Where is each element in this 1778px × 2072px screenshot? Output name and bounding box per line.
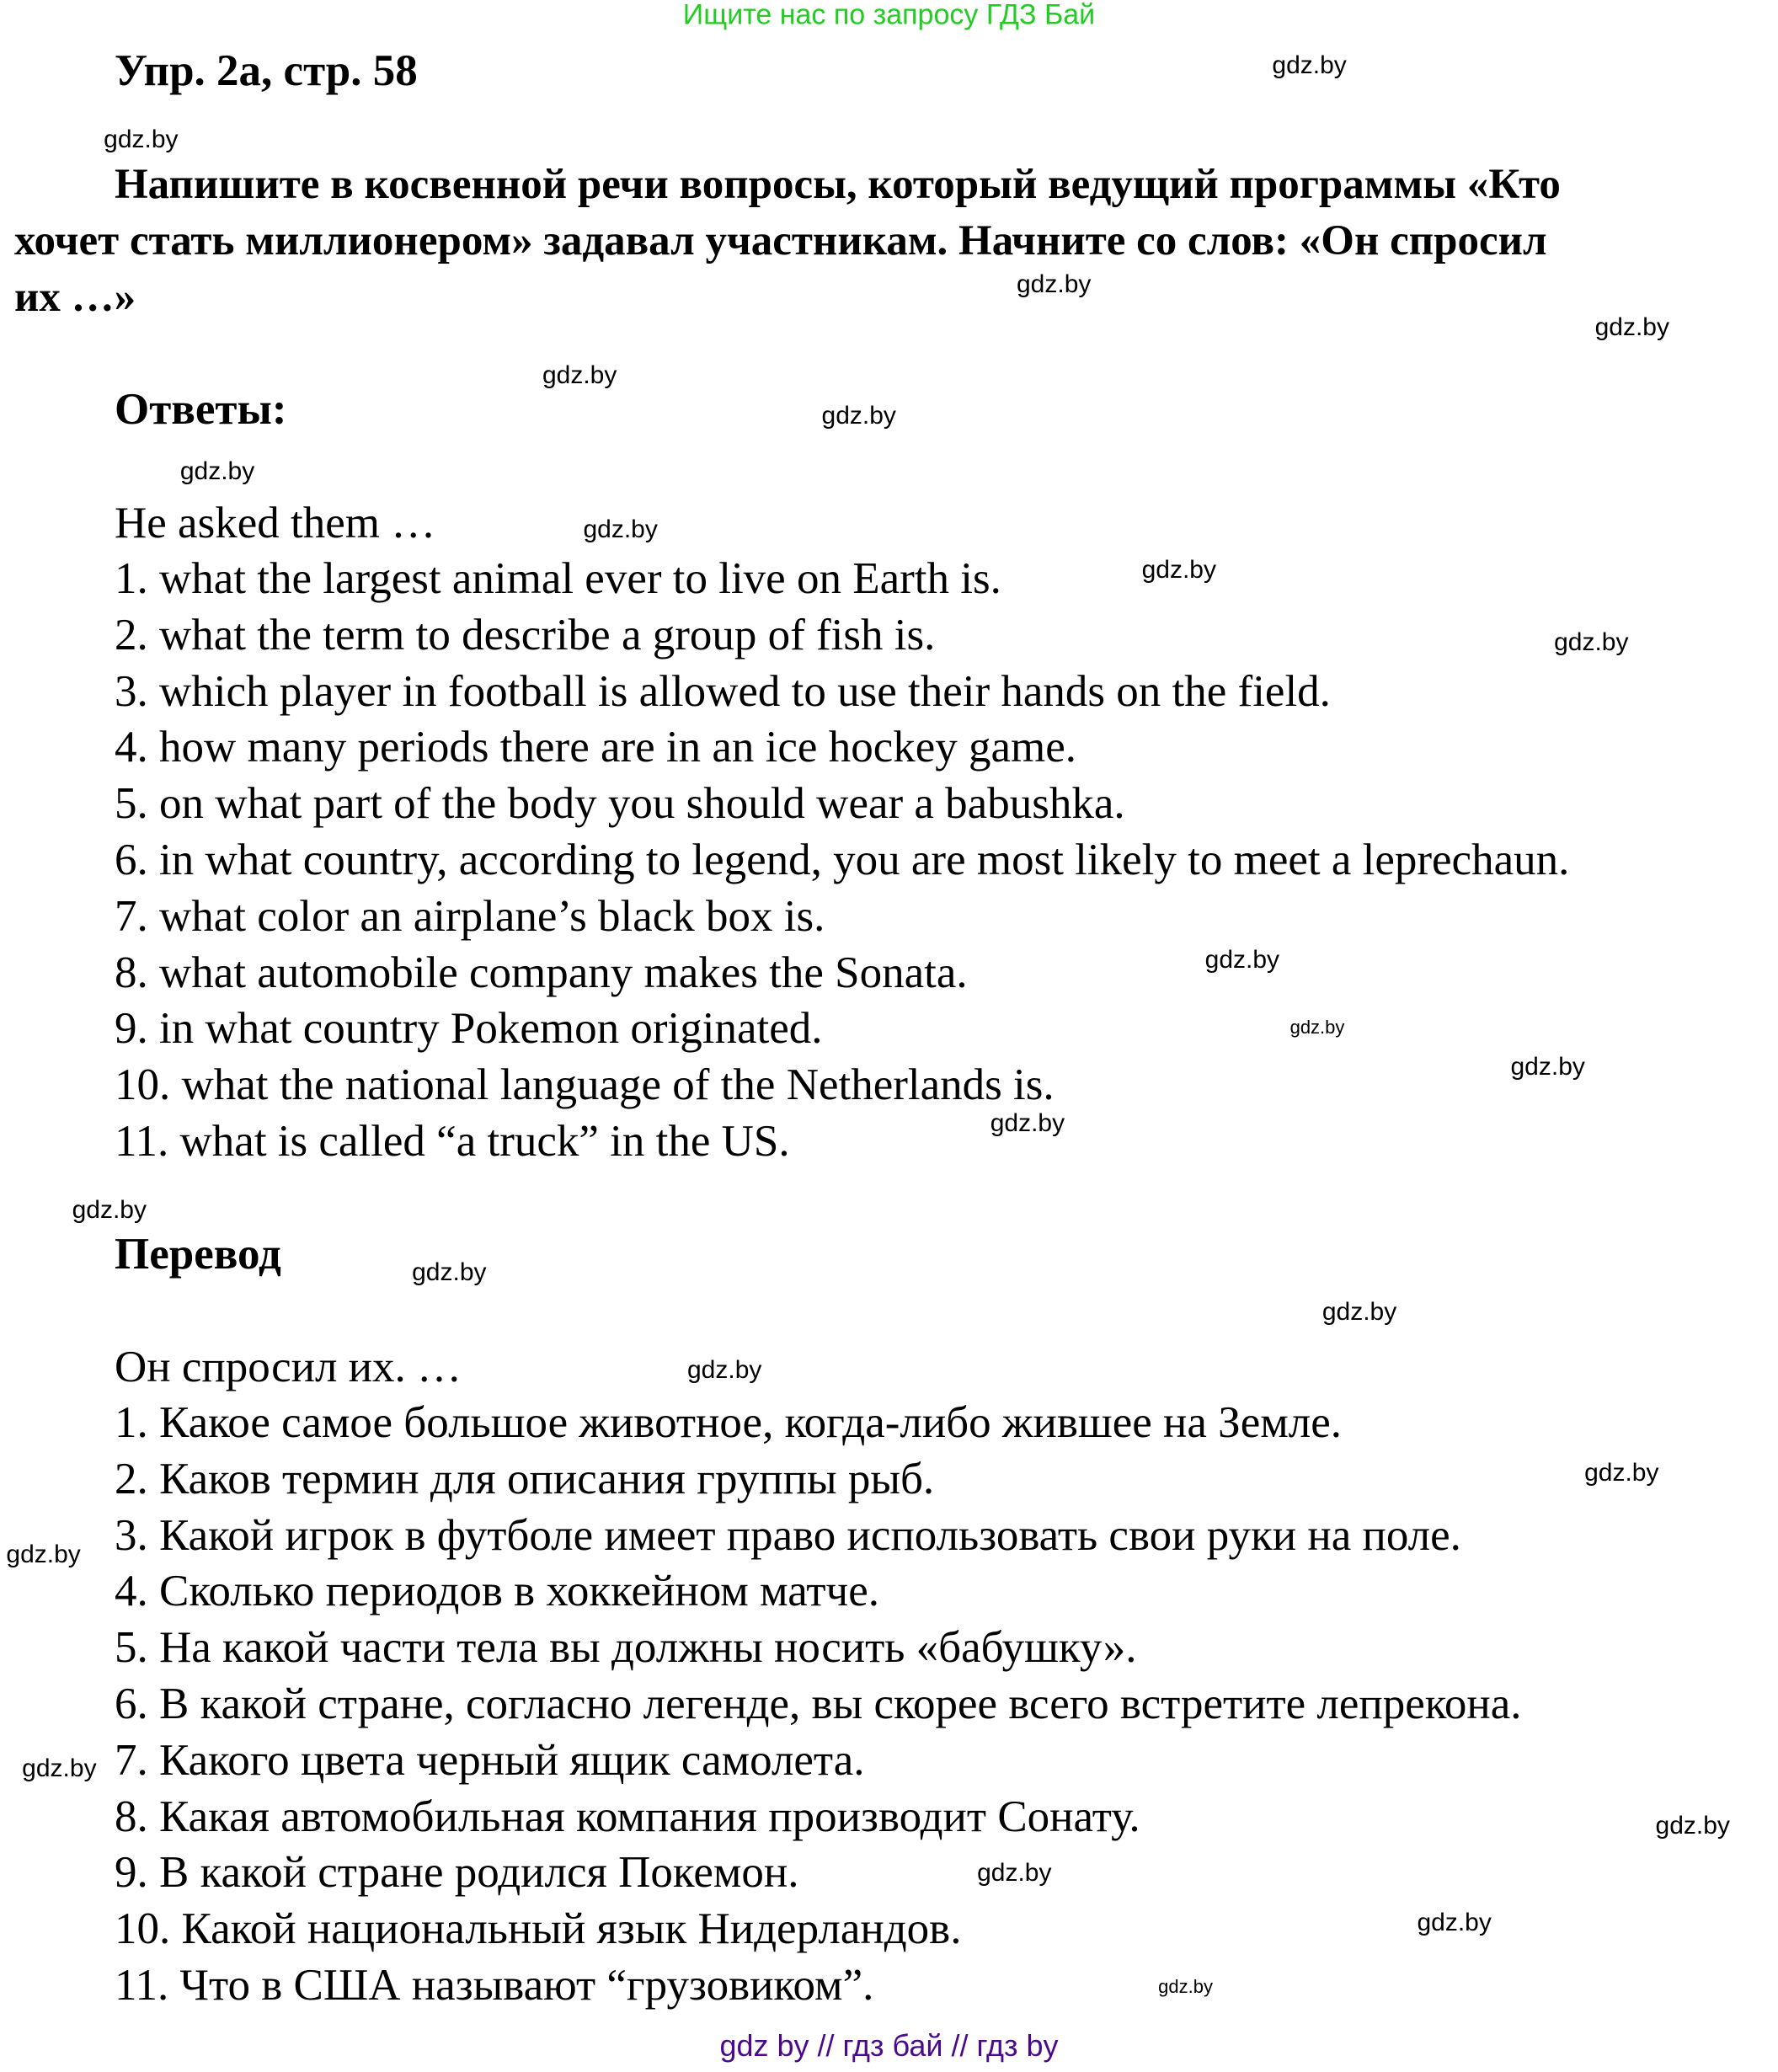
watermark: gdz.by [1158,1975,1214,1997]
translation-item: 3. Какой игрок в футболе имеет право использовать свои руки на поле. [115,1510,1461,1560]
translation-item: 5. На какой части тела вы должны носить «бабушку». [115,1623,1137,1673]
watermark: gdz.by [1584,1458,1659,1487]
translation-item: 9. В какой стране родился Покемон. [115,1848,799,1898]
watermark: gdz.by [1655,1811,1730,1840]
watermark: gdz.by [1016,270,1092,298]
translation-item: 10. Какой национальный язык Нидерландов. [115,1904,962,1954]
footer-links: gdz by // гдз бай // гдз by [719,2028,1059,2063]
translation-item: 7. Какого цвета черный ящик самолета. [115,1735,865,1785]
translation-heading: Перевод [115,1230,281,1279]
watermark: gdz.by [1204,946,1280,975]
translation-item: 1. Какое самое большое животное, когда-либо жившее на Земле. [115,1398,1342,1447]
answer-item: 8. what automobile company makes the Sonata. [115,948,968,997]
translation-item: 8. Какая автомобильная компания производит Сонату. [115,1792,1140,1841]
answer-item: 9. in what country Pokemon originated. [115,1004,823,1054]
translation-item: 11. Что в США называют “грузовиком”. [115,1961,874,2010]
exercise-title: Упр. 2а, стр. 58 [115,46,418,95]
answer-item: 3. which player in football is allowed to use their hands on the field. [115,666,1331,716]
answers-heading: Ответы: [115,385,287,434]
watermark: gdz.by [821,402,896,430]
watermark: gdz.by [72,1196,147,1225]
translation-item: 2. Каков термин для описания группы рыб. [115,1454,935,1503]
answer-item: 1. what the largest animal ever to live on Earth is. [115,554,1001,603]
answer-item: 7. what color an airplane’s black box is. [115,891,825,941]
translation-intro: Он спросил их. … [115,1343,462,1391]
watermark: gdz.by [990,1109,1065,1138]
search-hint: Ищите нас по запросу ГДЗ Бай [682,0,1096,31]
watermark: gdz.by [179,457,255,485]
translation-item: 6. В какой стране, согласно легенде, вы скорее всего встретите лепрекона. [115,1679,1522,1728]
watermark: gdz.by [1272,51,1347,80]
watermark: gdz.by [6,1540,81,1568]
watermark: gdz.by [1289,1016,1345,1038]
watermark: gdz.by [542,360,617,389]
answer-item: 2. what the term to describe a group of fish is. [115,610,936,660]
answer-item: 10. what the national language of the Netherlands is. [115,1060,1055,1110]
answer-item: 11. what is called “a truck” in the US. [115,1117,790,1166]
instruction-line: Напишите в косвенной речи вопросы, который ведущий программы «Кто [115,161,1561,208]
watermark: gdz.by [1594,313,1669,342]
answer-item: 5. on what part of the body you should wear a babushka. [115,779,1125,829]
instruction-line: их …» [14,274,136,321]
watermark: gdz.by [1321,1297,1397,1326]
watermark: gdz.by [1417,1909,1492,1937]
watermark: gdz.by [583,515,658,543]
answers-intro: He asked them … [115,499,436,547]
watermark: gdz.by [104,125,179,153]
answer-item: 4. how many periods there are in an ice hockey game. [115,723,1077,772]
watermark: gdz.by [22,1754,97,1783]
watermark: gdz.by [977,1859,1052,1887]
watermark: gdz.by [686,1355,762,1384]
translation-item: 4. Сколько периодов в хоккейном матче. [115,1567,879,1616]
watermark: gdz.by [412,1258,487,1286]
watermark: gdz.by [1510,1052,1585,1081]
answer-item: 6. in what country, according to legend, you are most likely to meet a leprechaun. [115,836,1570,884]
watermark: gdz.by [1141,556,1216,585]
instruction-line: хочет стать миллионером» задавал участникам. Начните со слов: «Он спросил [14,217,1547,264]
watermark: gdz.by [1554,628,1629,657]
